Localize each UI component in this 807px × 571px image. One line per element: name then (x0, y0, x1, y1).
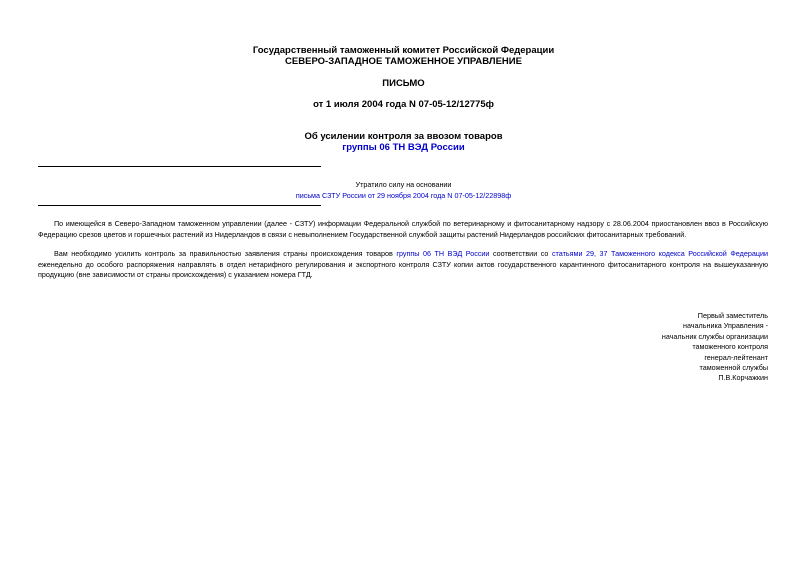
divider-bottom (38, 205, 321, 206)
divider-top (38, 166, 321, 167)
paragraph-2-link-customs-code[interactable]: статьями 29, 37 Таможенного кодекса Российской Федерации (551, 249, 768, 258)
lost-force-link-line (0, 191, 807, 202)
signature-line: таможенной службы (699, 363, 768, 373)
signature-block (568, 311, 768, 384)
paragraph-2-text-1: Вам необходимо усилить контроль за правильностью заявления страны происхождения товаров (54, 249, 397, 258)
signature-line: Первый заместитель (697, 311, 768, 320)
document-date-number: от 1 июля 2004 года N 07-05-12/12775ф (313, 99, 494, 110)
signature-line: таможенного контроля (692, 342, 768, 352)
department-title: СЕВЕРО-ЗАПАДНОЕ ТАМОЖЕННОЕ УПРАВЛЕНИЕ (285, 56, 522, 67)
paragraph-2-text-2: соответствии со (489, 249, 552, 258)
paragraph-2 (38, 249, 768, 281)
signature-line: генерал-лейтенант (704, 352, 768, 362)
subject-line: Об усилении контроля за ввозом товаров (304, 131, 503, 142)
paragraph-2-link-tnved[interactable]: группы 06 ТН ВЭД России (396, 249, 490, 258)
signature-name: П.В.Корчажкин (718, 373, 768, 383)
subject-link[interactable]: группы 06 ТН ВЭД России (342, 142, 465, 153)
subject-link-line (0, 142, 807, 153)
document-type: ПИСЬМО (382, 78, 425, 89)
signature-line: начальника Управления - (682, 321, 768, 331)
lost-force-text: Утратило силу на основании (355, 180, 452, 189)
lost-force-link[interactable]: письма СЗТУ России от 29 ноября 2004 года N 07-05-12/22898ф (295, 191, 512, 200)
committee-title: Государственный таможенный комитет Российской Федерации (252, 45, 555, 56)
paragraph-1: По имеющейся в Северо-Западном таможенном управлении (далее - СЗТУ) информации Федеральной службой по ветеринарному и фитосанитарному надзору с 28.06.2004 приостановлен ввоз в Российскую Федерацию срезов цветов и горшечных растений из Нидерландов в связи с невыполнением Государственной службой защиты растений Нидерландов российских фитосанитарных требований. (38, 219, 768, 239)
paragraph-2-text-3: еженедельно до особого распоряжения направлять в отдел нетарифного регулирования и экспортного контроля СЗТУ копии актов государственного карантинного фитосанитарного контроля на вышеуказанную продукцию (вне зависимости от страны происхождения) с указанием номера ГТД. (38, 259, 768, 280)
signature-line: начальник службы организации (661, 331, 768, 341)
